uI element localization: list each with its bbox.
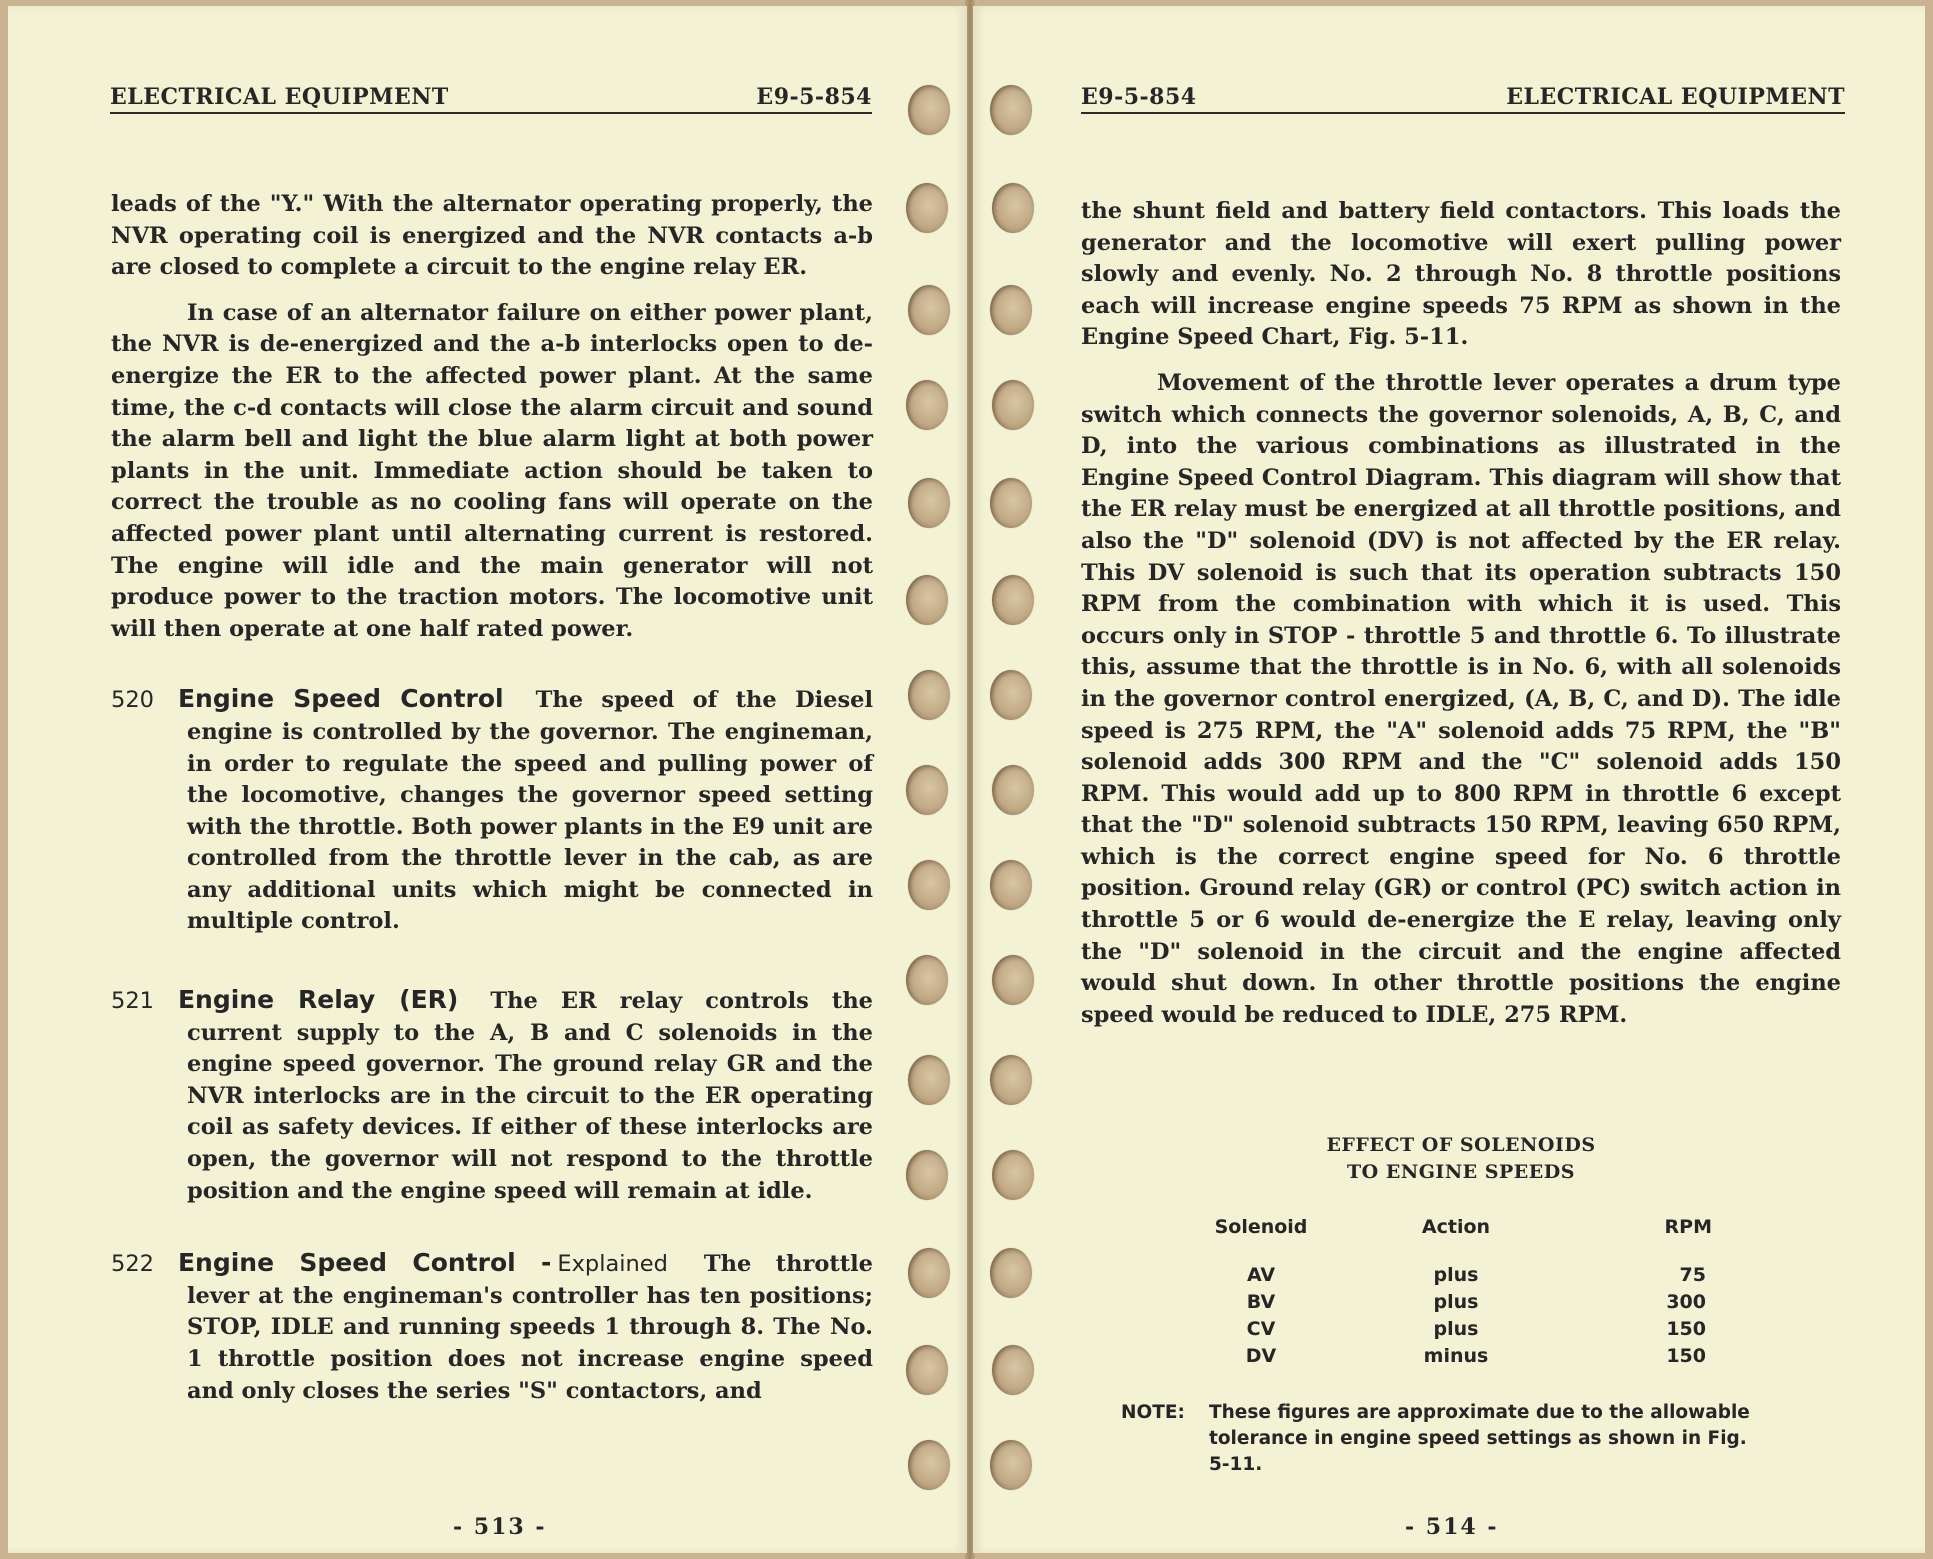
binder-hole [990, 478, 1032, 528]
left-page [8, 6, 967, 1553]
section-title: Engine Relay (ER) [177, 985, 459, 1015]
left-page-number: - 513 - [453, 1514, 547, 1540]
column-header-action: Action [1421, 1216, 1491, 1238]
right-body [1081, 196, 1841, 1045]
table-cell: plus [1433, 1264, 1479, 1286]
binder-hole [908, 670, 950, 720]
binder-hole [990, 285, 1032, 335]
left-header-title: ELECTRICAL EQUIPMENT [110, 84, 449, 110]
left-body [111, 189, 873, 1421]
binder-hole [992, 380, 1034, 430]
table-cell: CV [1246, 1318, 1276, 1340]
table-cell: 300 [1666, 1291, 1706, 1313]
binder-hole [990, 860, 1032, 910]
table-cell: plus [1433, 1291, 1479, 1313]
section-text: The ER relay controls the current supply to the A, B and C solenoids in the engine speed governor. The ground relay GR and the NVR interlocks are in the circuit to the ER operating coil as safety devices. If either of these interlocks are open, the governor will not respond to the throttle position and the engine speed will remain at idle. [187, 988, 873, 1204]
binder-hole [908, 285, 950, 335]
binder-hole [992, 575, 1034, 625]
table-row [1196, 1289, 1726, 1316]
section-520 [111, 683, 873, 938]
column-header-solenoid: Solenoid [1214, 1216, 1308, 1238]
section-521 [111, 984, 873, 1207]
table-cell: plus [1433, 1318, 1479, 1340]
binder-hole [906, 1150, 948, 1200]
right-page [973, 6, 1925, 1553]
left-header-code: E9-5-854 [756, 84, 872, 110]
right-header-code: E9-5-854 [1081, 84, 1197, 110]
binder-hole [906, 183, 948, 233]
binder-hole [908, 478, 950, 528]
section-subtitle: Explained [557, 1251, 668, 1278]
binder-hole [908, 1248, 950, 1298]
binder-hole [908, 860, 950, 910]
table-title-line1: EFFECT OF SOLENOIDS [1326, 1134, 1596, 1156]
section-title: Engine Speed Control - [177, 1248, 552, 1278]
binder-hole [908, 1055, 950, 1105]
table-cell: AV [1246, 1264, 1276, 1286]
right-page-header [1081, 80, 1845, 114]
binder-hole [992, 183, 1034, 233]
binder-hole [906, 575, 948, 625]
binder-hole [992, 955, 1034, 1005]
column-header-rpm: RPM [1664, 1216, 1712, 1238]
section-number: 522 [111, 1251, 154, 1278]
table-cell: BV [1246, 1291, 1276, 1313]
right-page-number: - 514 - [1405, 1514, 1499, 1540]
note-label: NOTE: [1121, 1402, 1185, 1423]
table-cell: DV [1245, 1345, 1277, 1367]
table-row [1196, 1316, 1726, 1343]
table-row [1196, 1343, 1726, 1370]
binder-hole [990, 1055, 1032, 1105]
binder-hole [906, 380, 948, 430]
binder-hole [990, 1248, 1032, 1298]
section-522 [111, 1247, 873, 1407]
section-number: 521 [111, 988, 154, 1015]
table-cell: 150 [1666, 1318, 1706, 1340]
binder-hole [990, 1440, 1032, 1490]
section-text: The speed of the Diesel engine is controlled by the governor. The engineman, in order to regulate the speed and pulling power of the locomotive, changes the governor speed setting with the throttle. Both power plants in the E9 unit are controlled from the throttle lever in the cab, as are any additional units which might be connected in multiple control. [187, 687, 874, 935]
binder-hole [990, 85, 1032, 135]
note-text: These figures are approximate due to the allowable tolerance in engine speed settings as shown in Fig. 5-11. [1209, 1402, 1750, 1475]
table-header-row [1196, 1216, 1726, 1262]
binder-hole [906, 955, 948, 1005]
failure-paragraph: In case of an alternator failure on either power plant, the NVR is de-energized and the a-b interlocks open to de-energize the ER to the affected power plant. At the same time, the c-d contacts will close the alarm circuit and sound the alarm bell and light the blue alarm light at both power plants in the unit. Immediate action should be taken to correct the trouble as no cooling fans will operate on the affected power plant until alternating current is restored. The engine will idle and the main generator will not produce power to the traction motors. The locomotive unit will then operate at one half rated power. [111, 299, 873, 642]
section-text: The throttle lever at the engineman's controller has ten positions; STOP, IDLE and running speeds 1 through 8. The No. 1 throttle position does not increase engine speed and only closes the series "S" contactors, and [187, 1251, 874, 1404]
movement-paragraph: Movement of the throttle lever operates a drum type switch which connects the governor solenoids, A, B, C, and D, into the various combinations as illustrated in the Engine Speed Control Diagram. This diagram will show that the ER relay must be energized at all throttle positions, and also the "D" solenoid (DV) is not affected by the ER relay. This DV solenoid is such that its operation subtracts 150 RPM from the combination with which it is used. This occurs only in STOP - throttle 5 and throttle 6. To illustrate this, assume that the throttle is in No. 6, with all solenoids in the governor control energized, (A, B, C, and D). The idle speed is 275 RPM, the "A" solenoid adds 75 RPM, the "B" solenoid adds 300 RPM and the "C" solenoid adds 150 RPM. This would add up to 800 RPM in throttle 6 except that the "D" solenoid subtracts 150 RPM, leaving 650 RPM, which is the correct engine speed for No. 6 throttle position. Ground relay (GR) or control (PC) switch action in throttle 5 or 6 would de-energize the E relay, leaving only the "D" solenoid in the circuit and the engine affected would shut down. In other throttle positions the engine speed would be reduced to IDLE, 275 RPM. [1081, 369, 1841, 1028]
intro-paragraph: leads of the "Y." With the alternator operating properly, the NVR operating coil is energized and the NVR contacts a-b are closed to complete a circuit to the engine relay ER. [111, 191, 873, 281]
table-cell: 75 [1679, 1264, 1706, 1286]
table-cell: 150 [1666, 1345, 1706, 1367]
table-note [1121, 1400, 1841, 1478]
section-number: 520 [111, 687, 154, 714]
binder-hole [990, 670, 1032, 720]
table-row [1196, 1262, 1726, 1289]
table-cell: minus [1423, 1345, 1489, 1367]
binder-hole [992, 765, 1034, 815]
binder-hole [908, 85, 950, 135]
binder-hole [906, 765, 948, 815]
binder-hole [992, 1150, 1034, 1200]
continued-paragraph: the shunt field and battery field contactors. This loads the generator and the locomotive will exert pulling power slowly and evenly. No. 2 through No. 8 throttle positions each will increase engine speeds 75 RPM as shown in the Engine Speed Chart, Fig. 5-11. [1081, 198, 1841, 351]
section-title: Engine Speed Control [177, 684, 504, 714]
solenoid-effect-table [1196, 1216, 1726, 1370]
solenoid-effect-table-block [1081, 1132, 1841, 1478]
right-header-title: ELECTRICAL EQUIPMENT [1506, 84, 1845, 110]
left-page-header [110, 80, 872, 114]
binder-hole [908, 1440, 950, 1490]
binder-hole [992, 1345, 1034, 1395]
table-title-line2: TO ENGINE SPEEDS [1347, 1161, 1575, 1183]
binder-hole [906, 1345, 948, 1395]
